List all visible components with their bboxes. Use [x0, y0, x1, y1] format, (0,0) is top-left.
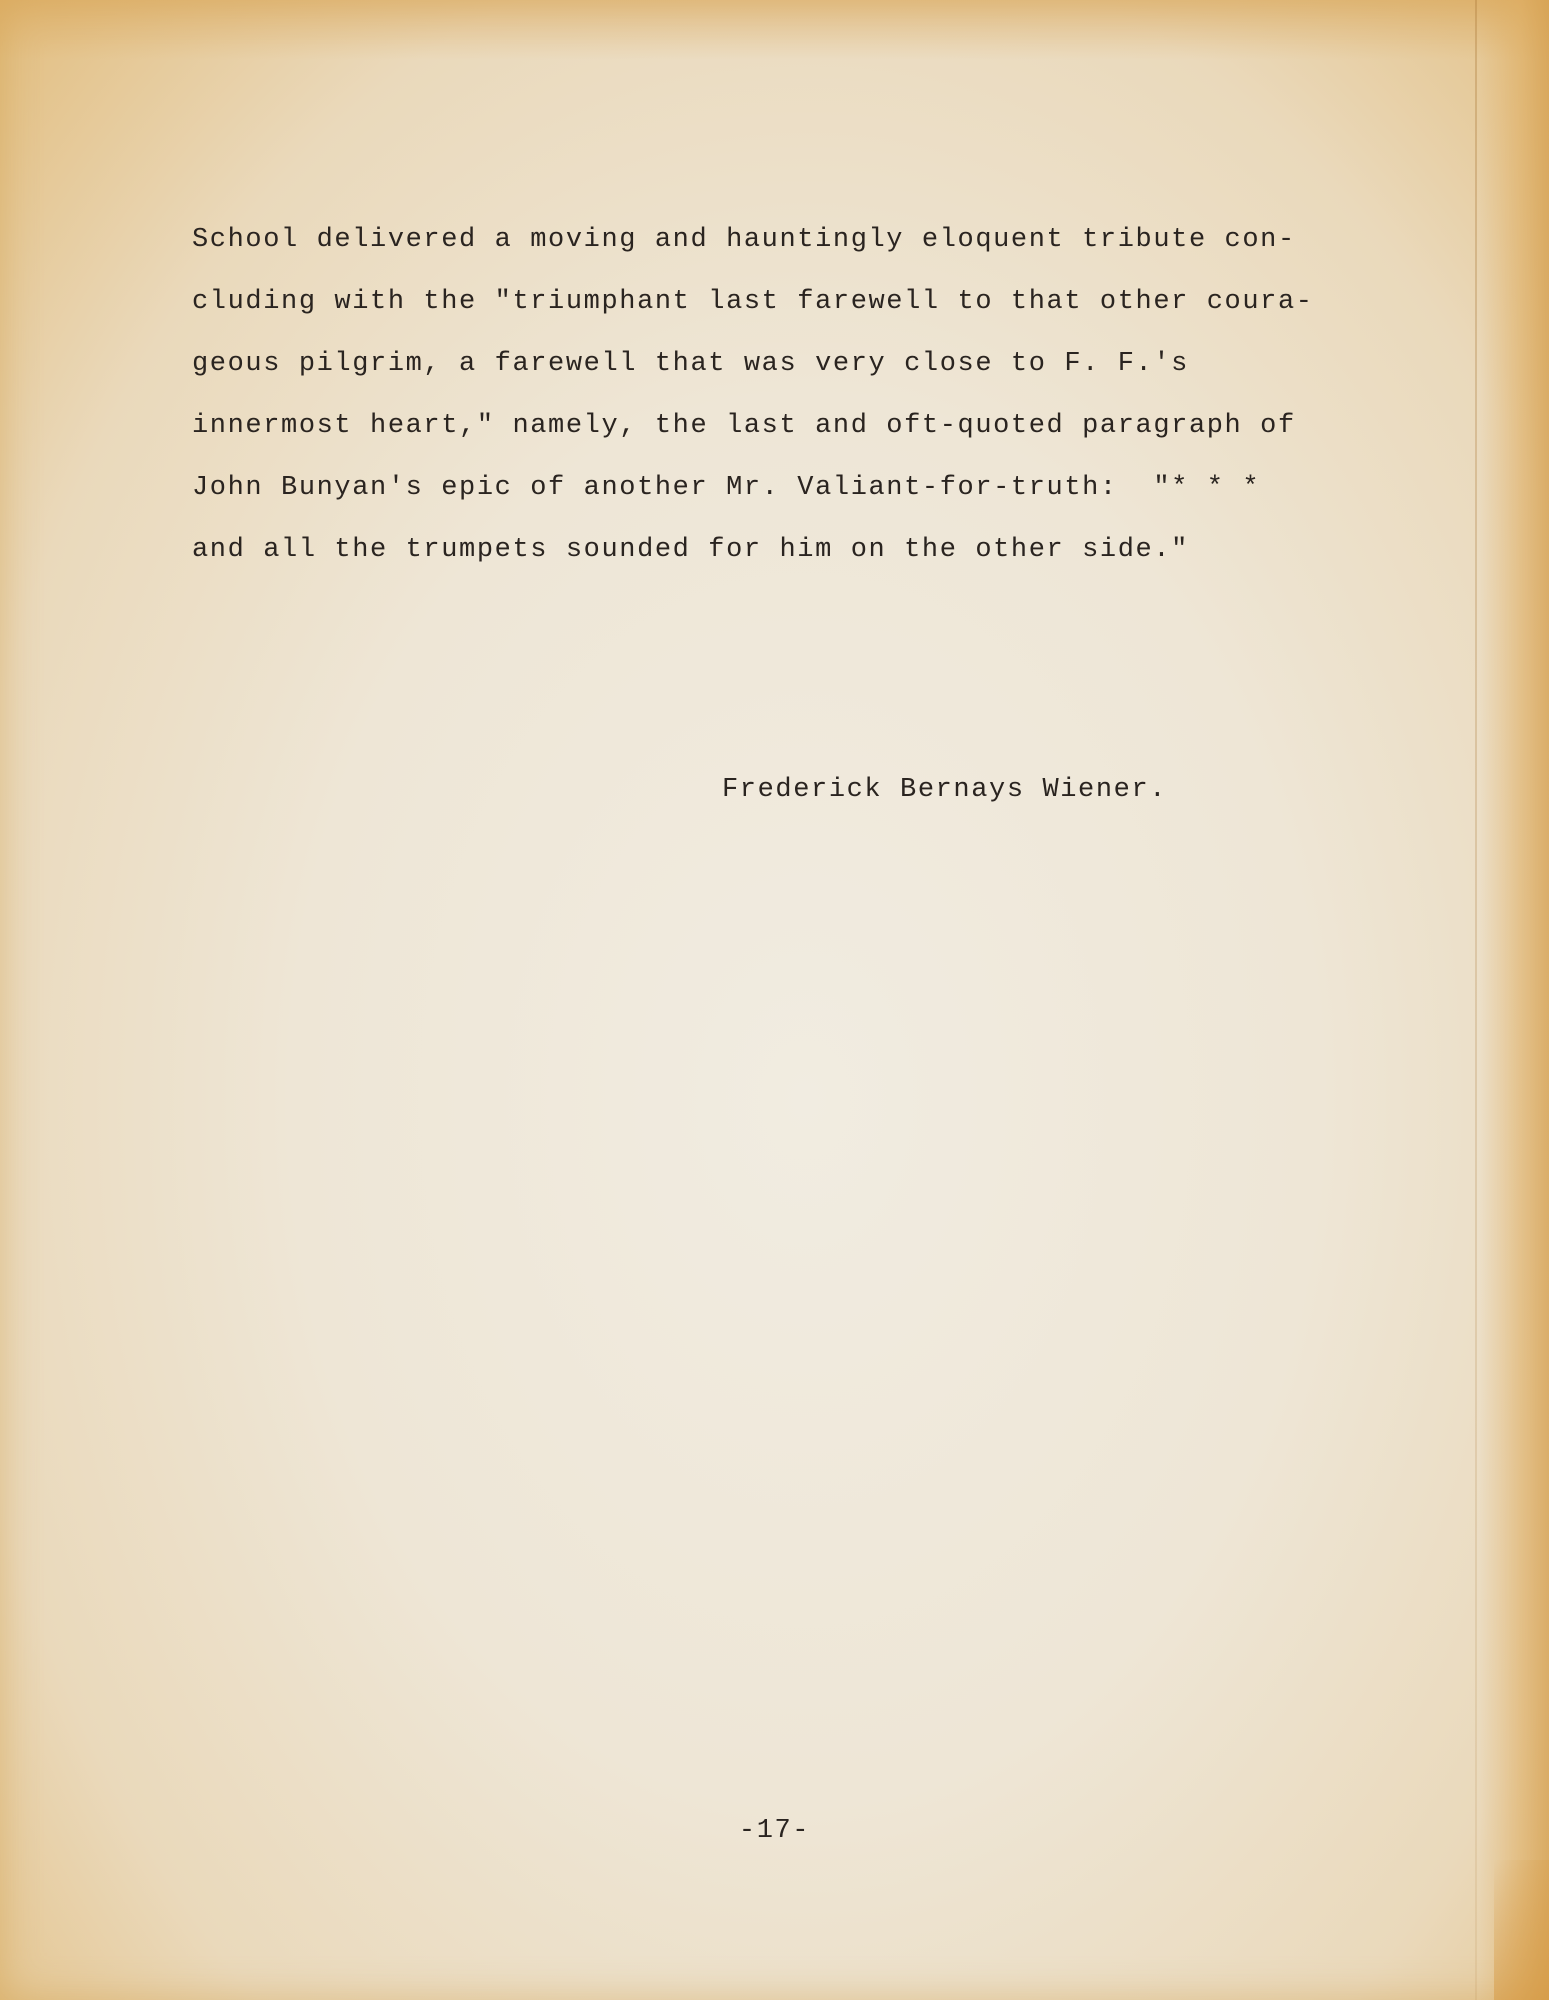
paragraph-line: innermost heart," namely, the last and oft-quoted paragraph of: [192, 411, 1296, 441]
page-number: -17-: [738, 1816, 811, 1846]
aged-right-edge: [1479, 0, 1549, 2000]
paragraph-line: School delivered a moving and hauntingly eloquent tribute con-: [192, 225, 1296, 255]
page-fold-line: [1475, 0, 1477, 2000]
paragraph-line: John Bunyan's epic of another Mr. Valiant-for-truth: "* * *: [192, 473, 1261, 503]
body-paragraph: [192, 218, 1372, 590]
paragraph-line: geous pilgrim, a farewell that was very close to F. F.'s: [192, 349, 1189, 379]
author-signature: Frederick Bernays Wiener.: [722, 775, 1168, 805]
paragraph-line: cluding with the "triumphant last farewell to that other coura-: [192, 287, 1314, 317]
torn-corner: [1494, 1860, 1549, 2000]
aged-top-edge: [0, 0, 1549, 60]
paragraph-line: and all the trumpets sounded for him on the other side.": [192, 535, 1189, 565]
